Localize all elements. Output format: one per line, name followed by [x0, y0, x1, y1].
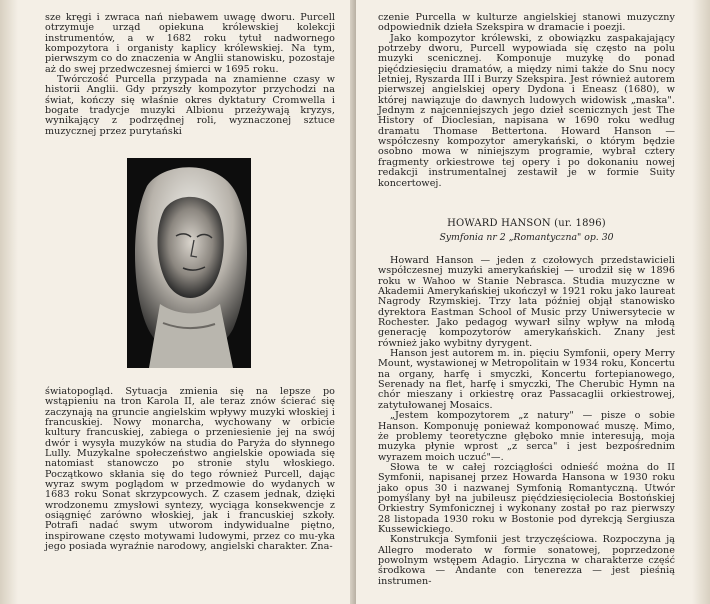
right-top-text [378, 13, 675, 189]
right-bottom-text [378, 256, 675, 587]
page-edge-shadow [692, 0, 710, 604]
paragraph: „Jestem kompozytorem „z natury" — pisze o sobie Hanson. Komponuję ponieważ komponować muszę. Mimo, że problemy teoretyczne głęboko mnie interesują, moja muzyka płynie wprost „z serca" i jest bezpośrednim wyrazem moich uczuć"—. [378, 410, 675, 463]
paragraph: Twórczość Purcella przypada na znamienne czasy w historii Anglii. Gdy przyszły kompozytor przychodzi na świat, kończy się właśnie okres dyktatury Cromwella i bogate tradycje muzyki Albionu przeżywają kryzys, wynikający z podrzędnej roli, wyznaczonej sztuce muzycznej przez purytański [45, 74, 335, 137]
paragraph: czenie Purcella w kulturze angielskiej stanowi muzyczny odpowiednik dzieła Szekspira w dramacie i poezji. [378, 12, 675, 34]
paragraph: Hanson jest autorem m. in. pięciu Symfonii, opery Merry Mount, wystawionej w Metropolitain w 1934 roku, Koncertu na organy, harfę i smyczki, Koncertu fortepianowego, Serenady na flet, harfę i smyczki, The Cherubic Hymn na chór mieszany i orkiestrę oraz Passacaglii orkiestrowej, zatytułowanej Mosaics. [378, 348, 675, 411]
paragraph: światopogląd. Sytuacja zmienia się na lepsze po wstąpieniu na tron Karola II, ale teraz znów ścierać się zaczynają na gruncie angielskim wpływy muzyki włoskiej i francuskiej. Nowy monarcha, wychowany w orbicie kultury francuskiej, zabiega o przeniesienie jej na swój dwór i wysyła muzyków na studia do Paryża do słynnego Lully. Muzykalne społeczeństwo angielskie opowiada się natomiast stanowczo po stronie stylu włoskiego. Początkowo skłania się do tego również Purcell, dając wyraz swym poglądom w przedmowie do wydanych w 1683 roku Sonat skrzypcowych. Z czasem jednak, dzięki wrodzonemu zmysłowi syntezy, wyciąga konsekwencje z osiągnięć zarówno włoskiej, jak i francuskiej szkoły. Potrafi nadać swym utworom indywidualne piętno, inspirowane często motywami ludowymi, przez co mu-yka jego posiada wyraźnie narodowy, angielski charakter. Zna- [45, 386, 335, 553]
page-edge-shadow [0, 0, 18, 604]
left-bottom-text [45, 387, 335, 553]
section-subheading: Symfonia nr 2 „Romantyczna" op. 30 [439, 232, 614, 243]
paragraph: Jako kompozytor królewski, z obowiązku zaspakajający potrzeby dworu, Purcell wypowiada się często na polu muzyki scenicznej. Komponuje muzykę do ponad pięćdziesięciu dramatów, a między nimi także do Snu nocy letniej, Ryszarda III i Burzy Szekspira. Jest również autorem pierwszej angielskiej opery Dydona i Eneasz (1680), w której nawiązuje do dawnych ludowych widowisk „maska". Jednym z najcenniejszych jego dzieł scenicznych jest The History of Dioclesian, napisana w 1690 roku według dramatu Thomase Bettertona. Howard Hanson — współczesny kompozytor amerykański, o którym będzie osobno mowa w niniejszym programie, wybrał cztery fragmenty orkiestrowe tej opery i po dokonaniu nowej redakcji instrumentalnej zestawił je w formie Suity koncertowej. [378, 32, 675, 189]
section-heading: HOWARD HANSON (ur. 1896) [447, 218, 606, 229]
left-top-text [45, 13, 335, 137]
paragraph: Howard Hanson — jeden z czołowych przedstawicieli współczesnej muzyki amerykańskiej — urodził się w 1896 roku w Wahoo w Stanie Nebrasca. Studia muzyczne w Akademii Amerykańskiej ukończył w 1921 roku jako laureat Nagrody Rzymskiej. Trzy lata później objął stanowisko dyrektora Eastman School of Music przy Uniwersytecie w Rochester. Jako pedagog wywarł silny wpływ na młodą generację kompozytorów amerykańskich. Znany jest również jako wybitny dyrygent. [378, 255, 675, 349]
right-page [356, 0, 710, 604]
paragraph: Konstrukcja Symfonii jest trzyczęściowa. Rozpoczyna ją Allegro moderato w formie sonatowej, poprzedzone powolnym wstępem Adagio. Liryczna w charakterze część środkowa — Andante con tenerezza — jest pieśnią instrumen- [378, 534, 675, 587]
paragraph: sze kręgi i zwraca nań niebawem uwagę dworu. Purcell otrzymuje urząd opiekuna królewskiej kolekcji instrumentów, a w 1682 roku tytuł nadwornego kompozytora i organisty kaplicy królewskiej. Na tym, pierwszym co do znaczenia w Anglii stanowisku, pozostaje aż do swej przedwczesnej śmierci w 1695 roku. [45, 12, 335, 75]
purcell-portrait [127, 158, 251, 368]
paragraph: Słowa te w całej rozciągłości odnieść można do II Symfonii, napisanej przez Howarda Hansona w 1930 roku jako opus 30 i nazwanej Symfonią Romantyczną. Utwór pomyślany był na jubileusz pięćdziesięciolecia Bostońskiej Orkiestry Symfonicznej i wykonany został po raz pierwszy 28 listopada 1930 roku w Bostonie pod dyrekcją Sergiusza Kussewickiego. [378, 461, 675, 535]
